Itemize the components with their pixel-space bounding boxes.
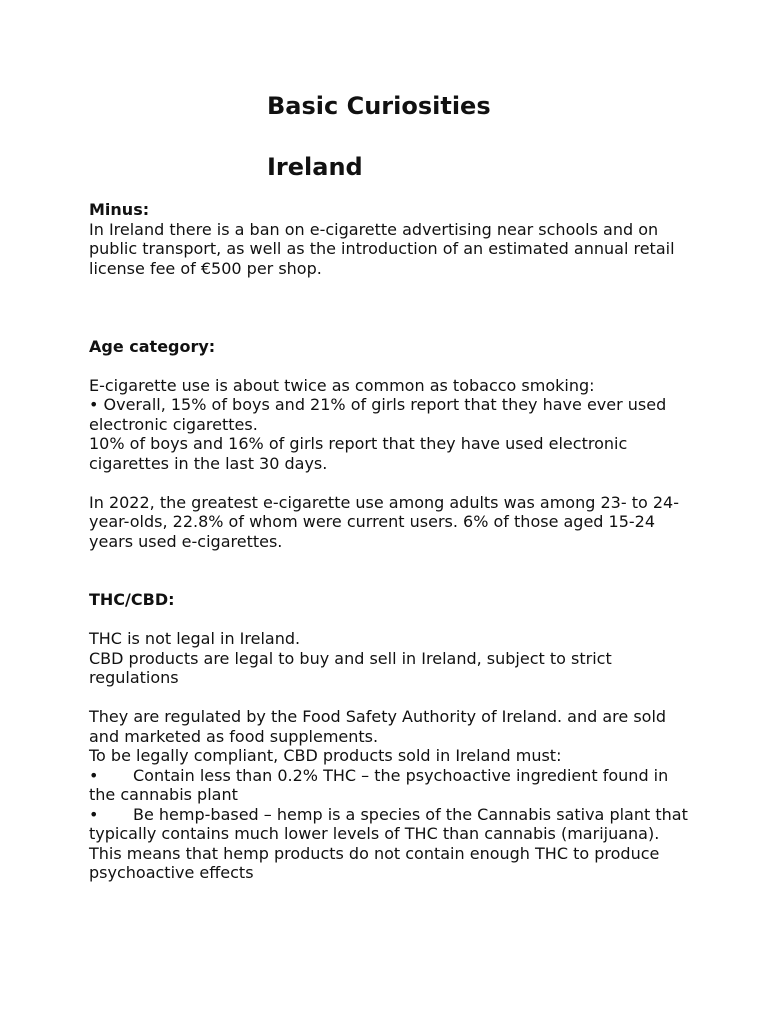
age-point-2: 10% of boys and 16% of girls report that they have used electronic cigarettes in the last 30 days.: [89, 434, 628, 473]
age-adults: In 2022, the greatest e-cigarette use among adults was among 23- to 24-year-olds, 22.8% of whom were current users. 6% of those aged 15-24 years used e-cigarettes.: [89, 492, 679, 551]
thc-cbd-heading: THC/CBD:: [89, 590, 175, 609]
bullet-item-2: [89, 805, 689, 883]
regulated-text: They are regulated by the Food Safety Authority of Ireland. and are sold and marketed as food supplements.: [89, 707, 667, 746]
document-subtitle: Ireland: [267, 153, 363, 181]
bullet-item-1: [89, 766, 689, 805]
cbd-legal: CBD products are legal to buy and sell in Ireland, subject to strict regulations: [89, 648, 612, 687]
age-category-heading: Age category:: [89, 336, 216, 356]
document-title: Basic Curiosities: [267, 92, 491, 120]
bullet-marker: •: [89, 765, 99, 785]
age-point-1: • Overall, 15% of boys and 21% of girls report that they have ever used electronic cigarettes.: [89, 395, 667, 434]
bullet-text: Be hemp-based – hemp is a species of the Cannabis sativa plant that typically contains much lower levels of THC than cannabis (marijuana). This means that hemp products do not contain enough THC to produce psychoactive effects: [89, 804, 688, 882]
spacer: [89, 551, 689, 571]
minus-text: In Ireland there is a ban on e-cigarette advertising near schools and on public transport, as well as the introduction of an estimated annual retail license fee of €500 per shop.: [89, 219, 675, 278]
bullet-marker: •: [89, 804, 99, 824]
spacer: [89, 278, 689, 337]
spacer: [89, 610, 689, 630]
bullet-text: Contain less than 0.2% THC – the psychoactive ingredient found in the cannabis plant: [89, 765, 669, 804]
spacer: [89, 688, 689, 708]
spacer: [89, 571, 689, 591]
age-intro: E-cigarette use is about twice as common as tobacco smoking:: [89, 375, 595, 395]
spacer: [89, 356, 689, 376]
document-body: [89, 200, 689, 883]
spacer: [89, 473, 689, 493]
minus-heading: Minus:: [89, 200, 150, 219]
thc-legal: THC is not legal in Ireland.: [89, 629, 301, 648]
compliance-text: To be legally compliant, CBD products sold in Ireland must:: [89, 746, 562, 765]
